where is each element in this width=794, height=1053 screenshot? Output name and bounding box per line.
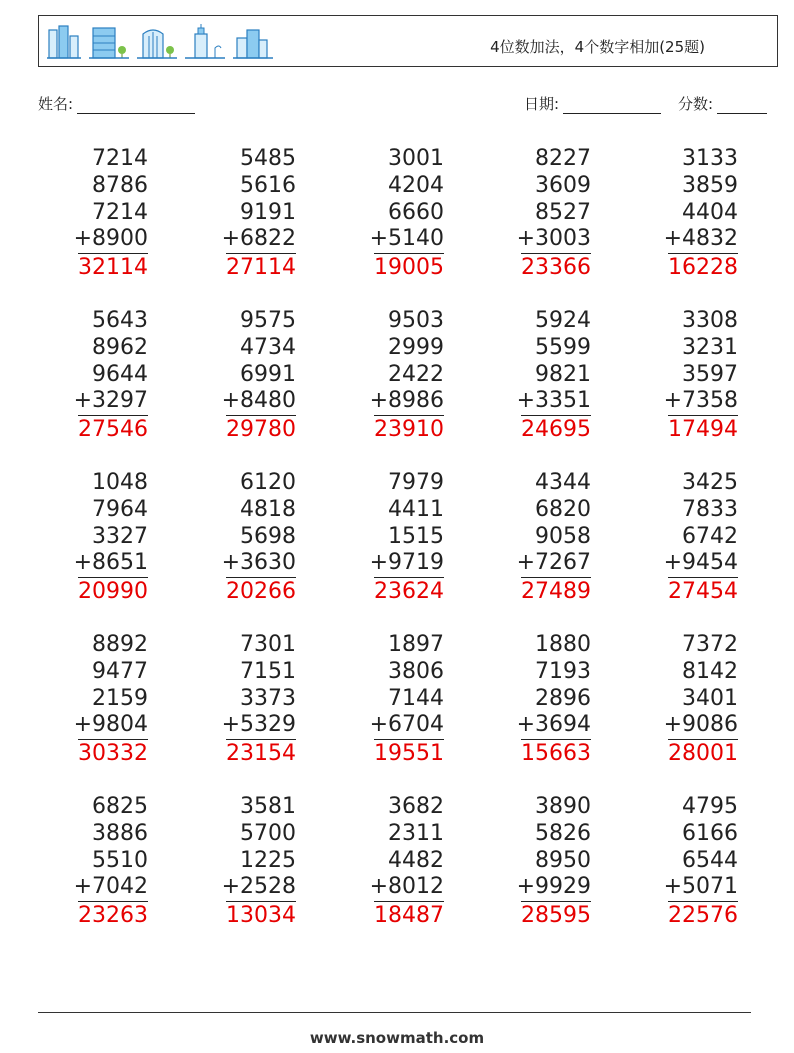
addition-problem bbox=[334, 308, 444, 444]
addend: 7214 bbox=[92, 146, 148, 171]
addition-problem bbox=[481, 308, 591, 444]
name-field[interactable] bbox=[38, 93, 195, 114]
addend: 8786 bbox=[92, 172, 148, 198]
answer: 32114 bbox=[78, 255, 148, 281]
problem-grid bbox=[38, 146, 778, 946]
addend: 8227 bbox=[535, 146, 591, 171]
addend: 1880 bbox=[535, 632, 591, 657]
addend-with-plus: +9454 bbox=[663, 550, 738, 576]
score-field[interactable] bbox=[678, 93, 767, 114]
addition-problem bbox=[334, 470, 444, 606]
addition-problem bbox=[186, 794, 296, 930]
addition-problem bbox=[628, 794, 738, 930]
addend: 7833 bbox=[682, 496, 738, 522]
answer: 23366 bbox=[521, 255, 591, 281]
addend: 6544 bbox=[682, 847, 738, 873]
addend: 6991 bbox=[240, 361, 296, 387]
addition-problem bbox=[481, 470, 591, 606]
addend-with-plus: +9086 bbox=[663, 712, 738, 738]
addend-with-plus: +9929 bbox=[516, 874, 591, 900]
addend: 7301 bbox=[240, 632, 296, 657]
answer: 18487 bbox=[374, 903, 444, 929]
addend: 2422 bbox=[388, 361, 444, 387]
date-label: 日期: bbox=[524, 95, 560, 113]
addend: 5616 bbox=[240, 172, 296, 198]
date-field[interactable] bbox=[524, 93, 661, 114]
addend: 6820 bbox=[535, 496, 591, 522]
addition-problem bbox=[628, 146, 738, 282]
addend-with-plus: +8012 bbox=[369, 874, 444, 900]
addend-with-plus: +6704 bbox=[369, 712, 444, 738]
addend: 3133 bbox=[682, 146, 738, 171]
answer: 28595 bbox=[521, 903, 591, 929]
addend-with-plus: +7267 bbox=[516, 550, 591, 576]
name-line bbox=[77, 99, 195, 114]
building-icon bbox=[47, 24, 81, 60]
addition-problem bbox=[186, 470, 296, 606]
answer: 23910 bbox=[374, 417, 444, 443]
name-label: 姓名: bbox=[38, 95, 74, 113]
answer: 20266 bbox=[226, 579, 296, 605]
answer: 29780 bbox=[226, 417, 296, 443]
footer-site: www.snowmath.com bbox=[309, 1029, 485, 1047]
addend: 3401 bbox=[682, 685, 738, 711]
addend: 3609 bbox=[535, 172, 591, 198]
addend-with-plus: +8986 bbox=[369, 388, 444, 414]
addition-problem bbox=[481, 794, 591, 930]
addend: 6660 bbox=[388, 199, 444, 225]
addend: 6825 bbox=[92, 794, 148, 819]
addend: 6742 bbox=[682, 523, 738, 549]
building-icon bbox=[233, 24, 273, 60]
addend-with-plus: +4832 bbox=[663, 226, 738, 252]
addend: 3373 bbox=[240, 685, 296, 711]
addend: 3806 bbox=[388, 658, 444, 684]
addend-with-plus: +3297 bbox=[73, 388, 148, 414]
addend-with-plus: +6822 bbox=[221, 226, 296, 252]
addend: 9191 bbox=[240, 199, 296, 225]
answer: 17494 bbox=[668, 417, 738, 443]
addend: 4204 bbox=[388, 172, 444, 198]
addend: 4411 bbox=[388, 496, 444, 522]
addend: 4795 bbox=[682, 794, 738, 819]
addition-problem bbox=[186, 308, 296, 444]
addend: 5485 bbox=[240, 146, 296, 171]
addition-problem bbox=[186, 146, 296, 282]
building-icon bbox=[137, 24, 177, 60]
answer: 23624 bbox=[374, 579, 444, 605]
addend-with-plus: +9804 bbox=[73, 712, 148, 738]
addition-problem bbox=[628, 470, 738, 606]
addition-problem bbox=[38, 146, 148, 282]
addend-with-plus: +7042 bbox=[73, 874, 148, 900]
addend: 9058 bbox=[535, 523, 591, 549]
answer: 30332 bbox=[78, 741, 148, 767]
answer: 19551 bbox=[374, 741, 444, 767]
addend: 9477 bbox=[92, 658, 148, 684]
addend: 3890 bbox=[535, 794, 591, 819]
addend: 2159 bbox=[92, 685, 148, 711]
answer: 13034 bbox=[226, 903, 296, 929]
answer: 15663 bbox=[521, 741, 591, 767]
addend: 2999 bbox=[388, 334, 444, 360]
answer: 20990 bbox=[78, 579, 148, 605]
addition-problem bbox=[38, 308, 148, 444]
addend: 1897 bbox=[388, 632, 444, 657]
score-line bbox=[717, 99, 767, 114]
addition-problem bbox=[38, 470, 148, 606]
addend-with-plus: +5071 bbox=[663, 874, 738, 900]
addend: 8892 bbox=[92, 632, 148, 657]
addend: 3597 bbox=[682, 361, 738, 387]
addend-with-plus: +3003 bbox=[516, 226, 591, 252]
addition-problem bbox=[481, 632, 591, 768]
addend-with-plus: +8480 bbox=[221, 388, 296, 414]
addend: 3327 bbox=[92, 523, 148, 549]
addend: 9644 bbox=[92, 361, 148, 387]
addition-problem bbox=[186, 632, 296, 768]
answer: 27454 bbox=[668, 579, 738, 605]
answer: 19005 bbox=[374, 255, 444, 281]
addend: 7979 bbox=[388, 470, 444, 495]
building-icon bbox=[89, 24, 129, 60]
worksheet-title: 4位数加法，4个数字相加(25题) bbox=[490, 38, 705, 56]
addend: 7193 bbox=[535, 658, 591, 684]
addend-with-plus: +3694 bbox=[516, 712, 591, 738]
answer: 27114 bbox=[226, 255, 296, 281]
addend: 9821 bbox=[535, 361, 591, 387]
addend-with-plus: +8651 bbox=[73, 550, 148, 576]
addition-problem bbox=[334, 632, 444, 768]
addend: 8142 bbox=[682, 658, 738, 684]
addend: 4818 bbox=[240, 496, 296, 522]
addend-with-plus: +2528 bbox=[221, 874, 296, 900]
building-icon bbox=[185, 24, 225, 60]
date-line bbox=[563, 99, 661, 114]
addend: 8962 bbox=[92, 334, 148, 360]
addend: 7151 bbox=[240, 658, 296, 684]
addition-problem bbox=[334, 794, 444, 930]
addend-with-plus: +5140 bbox=[369, 226, 444, 252]
addend-with-plus: +3630 bbox=[221, 550, 296, 576]
addend: 3308 bbox=[682, 308, 738, 333]
addend: 5510 bbox=[92, 847, 148, 873]
addend: 5643 bbox=[92, 308, 148, 333]
answer: 23263 bbox=[78, 903, 148, 929]
footer-divider bbox=[38, 1012, 751, 1013]
addend: 9575 bbox=[240, 308, 296, 333]
addend: 3581 bbox=[240, 794, 296, 819]
answer: 27546 bbox=[78, 417, 148, 443]
answer: 22576 bbox=[668, 903, 738, 929]
addition-problem bbox=[334, 146, 444, 282]
addition-problem bbox=[38, 794, 148, 930]
addend: 2896 bbox=[535, 685, 591, 711]
answer: 28001 bbox=[668, 741, 738, 767]
addend: 5698 bbox=[240, 523, 296, 549]
addend: 7372 bbox=[682, 632, 738, 657]
addend: 3001 bbox=[388, 146, 444, 171]
addend: 1515 bbox=[388, 523, 444, 549]
addend-with-plus: +7358 bbox=[663, 388, 738, 414]
addend: 6166 bbox=[682, 820, 738, 846]
addend: 8950 bbox=[535, 847, 591, 873]
addend: 3682 bbox=[388, 794, 444, 819]
addend: 3231 bbox=[682, 334, 738, 360]
answer: 16228 bbox=[668, 255, 738, 281]
addend: 4344 bbox=[535, 470, 591, 495]
answer: 27489 bbox=[521, 579, 591, 605]
addend: 4404 bbox=[682, 199, 738, 225]
addend: 5599 bbox=[535, 334, 591, 360]
addition-problem bbox=[628, 308, 738, 444]
addend: 4734 bbox=[240, 334, 296, 360]
addend-with-plus: +3351 bbox=[516, 388, 591, 414]
header-box bbox=[38, 15, 778, 67]
addition-problem bbox=[628, 632, 738, 768]
addition-problem bbox=[481, 146, 591, 282]
addend: 4482 bbox=[388, 847, 444, 873]
addend: 1048 bbox=[92, 470, 148, 495]
addend: 3425 bbox=[682, 470, 738, 495]
addend-with-plus: +9719 bbox=[369, 550, 444, 576]
answer: 24695 bbox=[521, 417, 591, 443]
addend: 5826 bbox=[535, 820, 591, 846]
addend: 5924 bbox=[535, 308, 591, 333]
addend: 2311 bbox=[388, 820, 444, 846]
addend: 8527 bbox=[535, 199, 591, 225]
addend: 1225 bbox=[240, 847, 296, 873]
addend: 7144 bbox=[388, 685, 444, 711]
addend: 9503 bbox=[388, 308, 444, 333]
addend: 3886 bbox=[92, 820, 148, 846]
answer: 23154 bbox=[226, 741, 296, 767]
addend: 6120 bbox=[240, 470, 296, 495]
addend: 7214 bbox=[92, 199, 148, 225]
score-label: 分数: bbox=[678, 95, 714, 113]
addend-with-plus: +8900 bbox=[73, 226, 148, 252]
logo-row bbox=[47, 24, 273, 60]
addend-with-plus: +5329 bbox=[221, 712, 296, 738]
addend: 5700 bbox=[240, 820, 296, 846]
addend: 7964 bbox=[92, 496, 148, 522]
addition-problem bbox=[38, 632, 148, 768]
addend: 3859 bbox=[682, 172, 738, 198]
